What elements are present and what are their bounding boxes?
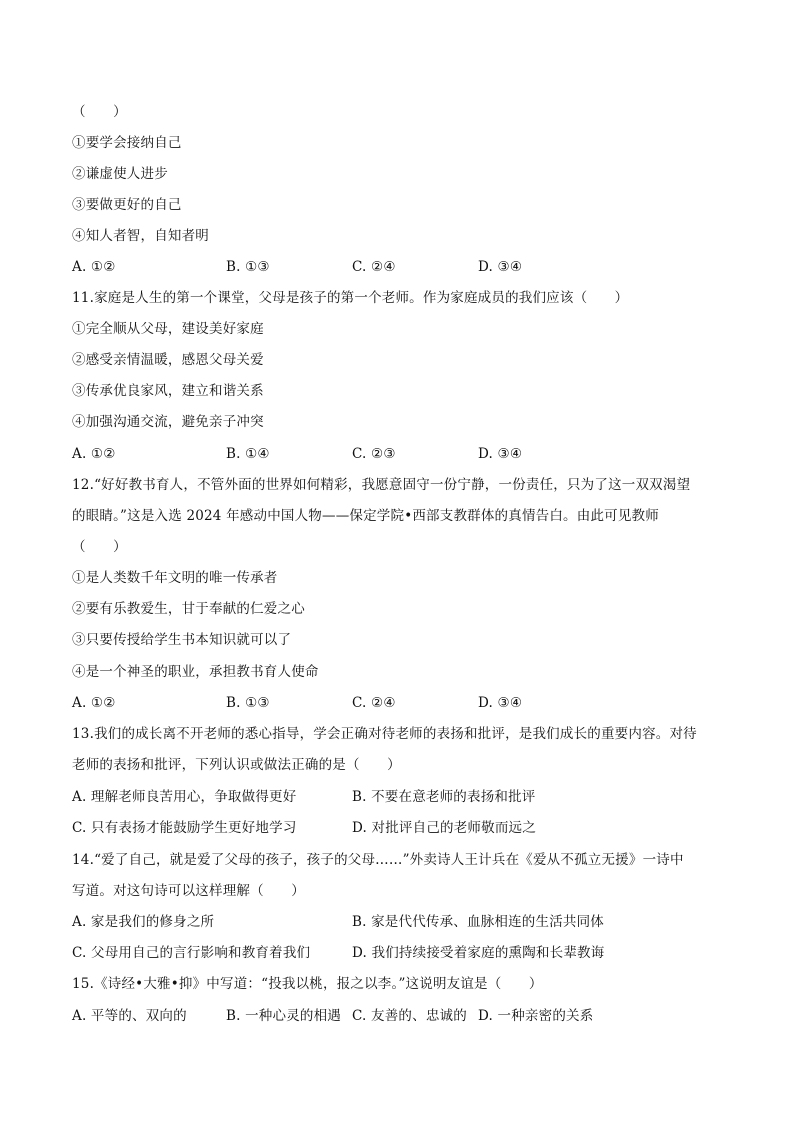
q10-option-c[interactable]: C. ②④ [352, 259, 396, 275]
q12-statement-1: ①是人类数千年文明的唯一传承者 [72, 570, 278, 586]
q14-option-c[interactable]: C. 父母用自己的言行影响和教育着我们 [72, 945, 311, 961]
q14-option-d[interactable]: D. 我们持续接受着家庭的熏陶和长辈教诲 [352, 945, 605, 961]
q11-option-b[interactable]: B. ①④ [226, 446, 270, 462]
q12-option-a[interactable]: A. ①② [72, 695, 116, 711]
q12-paren: （ ） [72, 539, 127, 555]
q12-stem-line-1: 12.“好好教书育人，不管外面的世界如何精彩，我愿意固守一份宁静，一份责任，只为了这一双双渴望 [72, 477, 691, 493]
q15-option-a[interactable]: A. 平等的、双向的 [72, 1008, 187, 1024]
q10-statement-1: ①要学会接纳自己 [72, 135, 182, 151]
q10-option-d[interactable]: D. ③④ [478, 259, 523, 275]
q10-statement-3: ③要做更好的自己 [72, 197, 182, 213]
q14-option-b[interactable]: B. 家是代代传承、血脉相连的生活共同体 [352, 914, 605, 930]
q13-option-b[interactable]: B. 不要在意老师的表扬和批评 [352, 789, 536, 805]
q14-option-a[interactable]: A. 家是我们的修身之所 [72, 914, 215, 930]
q12-statement-3: ③只要传授给学生书本知识就可以了 [72, 632, 292, 648]
q14-stem-line-1: 14.“爱了自己，就是爱了父母的孩子，孩子的父母……”外卖诗人王计兵在《爱从不孤立无援》一诗中 [72, 852, 684, 868]
q15-option-d[interactable]: D. 一种亲密的关系 [478, 1008, 594, 1024]
q13-stem-line-2: 老师的表扬和批评，下列认识或做法正确的是（ ） [72, 757, 401, 773]
q12-option-c[interactable]: C. ②④ [352, 695, 396, 711]
q15-option-c[interactable]: C. 友善的、忠诚的 [352, 1008, 467, 1024]
q13-option-d[interactable]: D. 对批评自己的老师敬而远之 [352, 820, 536, 836]
q12-stem-line-2: 的眼睛。”这是入选 2024 年感动中国人物——保定学院•西部支教群体的真情告白。由此可见教师 [72, 508, 659, 524]
q11-option-a[interactable]: A. ①② [72, 446, 116, 462]
q10-statement-2: ②谦虚使人进步 [72, 166, 168, 182]
q10-option-b[interactable]: B. ①③ [226, 259, 270, 275]
q11-statement-3: ③传承优良家风，建立和谐关系 [72, 383, 264, 399]
q13-option-c[interactable]: C. 只有表扬才能鼓励学生更好地学习 [72, 820, 297, 836]
q12-statement-2: ②要有乐教爱生，甘于奉献的仁爱之心 [72, 601, 305, 617]
q14-stem-line-2: 写道。对这句诗可以这样理解（ ） [72, 883, 305, 899]
q12-statement-4: ④是一个神圣的职业，承担教书育人使命 [72, 664, 319, 680]
q15-option-b[interactable]: B. 一种心灵的相遇 [226, 1008, 342, 1024]
q11-statement-2: ②感受亲情温暖，感恩父母关爱 [72, 352, 264, 368]
q13-stem-line-1: 13.我们的成长离不开老师的悉心指导，学会正确对待老师的表扬和批评，是我们成长的重要内容。对待 [72, 726, 697, 742]
q15-stem: 15.《诗经•大雅•抑》中写道：“投我以桃，报之以李。”这说明友谊是（ ） [72, 976, 543, 992]
q12-option-d[interactable]: D. ③④ [478, 695, 523, 711]
q11-option-d[interactable]: D. ③④ [478, 446, 523, 462]
q10-statement-4: ④知人者智，自知者明 [72, 228, 209, 244]
q12-option-b[interactable]: B. ①③ [226, 695, 270, 711]
q10-paren: （ ） [72, 104, 127, 120]
q11-statement-1: ①完全顺从父母，建设美好家庭 [72, 321, 264, 337]
q11-option-c[interactable]: C. ②③ [352, 446, 396, 462]
q11-statement-4: ④加强沟通交流，避免亲子冲突 [72, 414, 264, 430]
q11-stem: 11.家庭是人生的第一个课堂，父母是孩子的第一个老师。作为家庭成员的我们应该（ ） [72, 290, 629, 306]
q13-option-a[interactable]: A. 理解老师良苦用心，争取做得更好 [72, 789, 297, 805]
q10-option-a[interactable]: A. ①② [72, 259, 116, 275]
